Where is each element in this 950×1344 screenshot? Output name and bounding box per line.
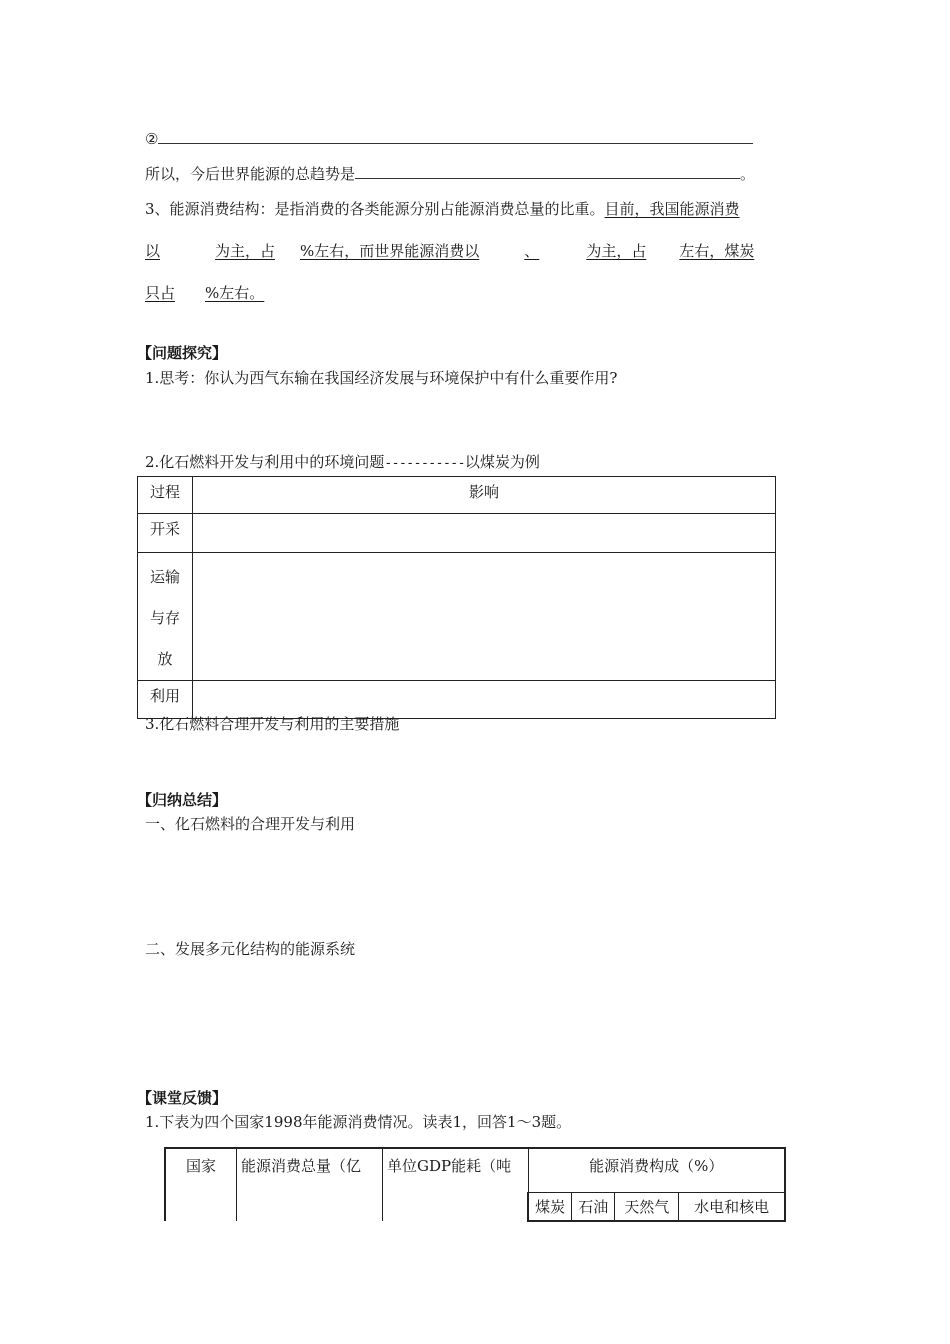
transport-label-2: 与存 — [149, 609, 180, 627]
l2-b: 为主，占 — [215, 242, 276, 260]
sub-coal: 煤炭 — [528, 1193, 572, 1222]
transport-label-3: 放 — [157, 650, 173, 668]
item-2-blank — [158, 129, 753, 144]
transport-label-1: 运输 — [149, 568, 180, 586]
explore-header: 【问题探究】 — [137, 344, 228, 362]
header-impact: 影响 — [193, 477, 776, 514]
sub-oil: 石油 — [572, 1193, 615, 1222]
question-1: 1.思考：你认为西气东输在我国经济发展与环境保护中有什么重要作用? — [145, 369, 618, 387]
structure-intro: 3、能源消费结构：是指消费的各类能源分别占能源消费总量的比重。 — [145, 200, 605, 218]
feedback-question-1: 1.下表为四个国家1998年能源消费情况。读表1，回答1～3题。 — [145, 1113, 572, 1131]
trend-prefix: 所以，今后世界能源的总趋势是 — [145, 165, 356, 183]
row-use-answer[interactable] — [193, 681, 776, 719]
l2-f: 左右，煤炭 — [679, 242, 755, 260]
l2-a: 以 — [145, 242, 161, 260]
trend-suffix: 。 — [740, 165, 756, 183]
col-gdp: 单位GDP能耗（吨 — [383, 1148, 529, 1221]
structure-line-1 — [145, 200, 740, 218]
structure-line-3 — [145, 284, 264, 302]
col-total: 能源消费总量（亿 — [237, 1148, 383, 1221]
trend-blank — [355, 164, 740, 179]
col-country: 国家 — [165, 1148, 237, 1221]
summary-header: 【归纳总结】 — [137, 791, 228, 809]
l2-e: 为主，占 — [586, 242, 647, 260]
summary-2: 二、发展多元化结构的能源系统 — [145, 940, 356, 958]
l3-b: %左右。 — [205, 284, 265, 302]
row-transport-answer[interactable] — [193, 553, 776, 681]
col-structure: 能源消费构成（%） — [528, 1148, 785, 1193]
l3-a: 只占 — [145, 284, 176, 302]
trend-line — [145, 164, 755, 183]
header-process: 过程 — [138, 477, 193, 514]
feedback-header: 【课堂反馈】 — [137, 1089, 228, 1107]
row-transport-label — [138, 553, 193, 681]
row-use-label: 利用 — [138, 681, 193, 719]
row-mining-label: 开采 — [138, 514, 193, 553]
l2-c: %左右，而世界能源消费以 — [300, 242, 480, 260]
l2-d: 、 — [524, 242, 540, 260]
structure-underlined-1: 目前，我国能源消费 — [604, 200, 740, 218]
sub-hydro: 水电和核电 — [679, 1193, 785, 1222]
q2-dashes: ----------- — [384, 456, 465, 471]
summary-1: 一、化石燃料的合理开发与利用 — [145, 815, 356, 833]
row-mining-answer[interactable] — [193, 514, 776, 553]
energy-consumption-table — [164, 1147, 786, 1222]
structure-line-2 — [145, 242, 754, 260]
sub-gas: 天然气 — [615, 1193, 679, 1222]
question-3: 3.化石燃料合理开发与利用的主要措施 — [145, 715, 400, 733]
q2-prefix: 2.化石燃料开发与利用中的环境问题 — [145, 453, 385, 471]
item-2-line — [145, 129, 753, 148]
question-2 — [145, 453, 540, 473]
q2-suffix: 以煤炭为例 — [464, 453, 540, 471]
item-2-prefix: ② — [145, 130, 159, 148]
coal-impact-table — [137, 476, 776, 719]
